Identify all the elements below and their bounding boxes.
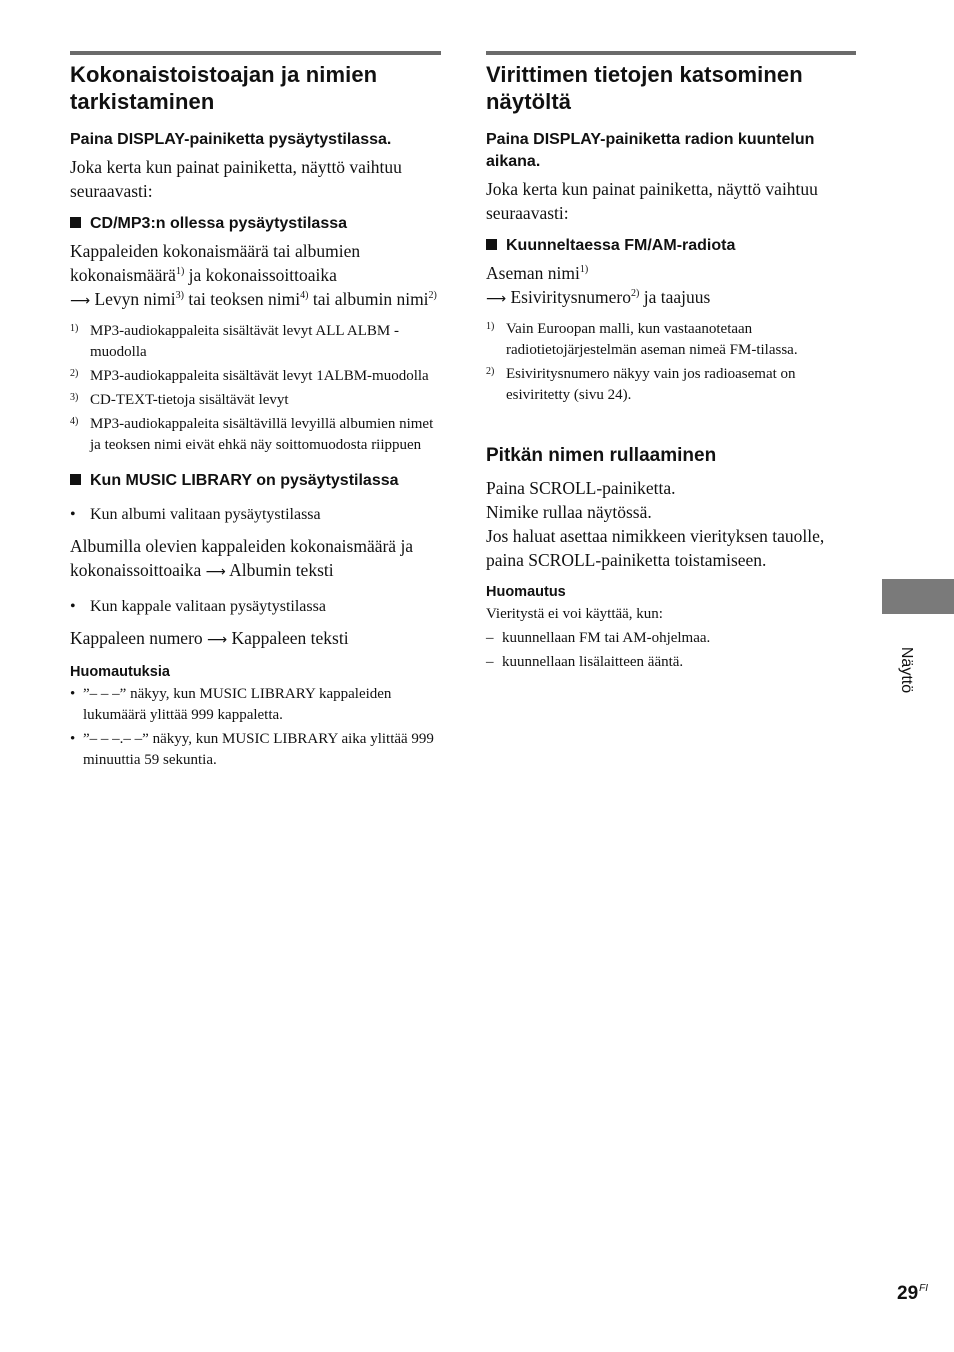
scroll-line: Paina SCROLL-painiketta. (486, 478, 676, 498)
seq-text: Levyn nimi (90, 289, 176, 309)
bullet-text: Kun albumi valitaan pysäytystilassa (90, 506, 321, 523)
footnote-ref: 4) (300, 290, 309, 301)
left-intro: Joka kerta kun painat painiketta, näyttö vaihtuu seuraavasti: (70, 157, 402, 201)
footnote-text: Esiviritysnumero näkyy vain jos radioasemat on esiviritetty (sivu 24). (506, 366, 796, 403)
square-bullet-icon (70, 474, 81, 485)
left-column (70, 51, 441, 774)
arrow-icon: ⟶ (486, 291, 507, 307)
footnote (70, 414, 441, 456)
seq-text: tai teoksen nimi (183, 289, 301, 309)
seq-text: Aseman nimi (486, 263, 580, 283)
seq-text: Kappaleiden kokonaismäärä tai albumien kokonaismäärä (70, 241, 361, 285)
chapter-tab-label: Näyttö (898, 646, 915, 694)
right-title: Virittimen tietojen katsominen näytöltä (486, 62, 803, 114)
right-intro: Joka kerta kun painat painiketta, näyttö vaihtuu seuraavasti: (486, 179, 818, 223)
section-rule (486, 51, 856, 55)
footnote-number: 2) (486, 366, 495, 377)
footnote (486, 319, 856, 361)
page-number (897, 1283, 928, 1305)
seq-text: Kappaleen teksti (227, 628, 349, 648)
footnote-text: MP3-audiokappaleita sisältävät levyt 1ALBM-muodolla (90, 368, 429, 384)
fm-am-heading-text: Kuunneltaessa FM/AM-radiota (506, 237, 736, 254)
seq-text: ja kokonaissoittoaika (184, 265, 337, 285)
section-rule (70, 51, 441, 55)
footnote-number: 1) (70, 323, 79, 334)
footnote-number: 1) (486, 321, 495, 332)
arrow-icon: ⟶ (205, 564, 226, 580)
seq-text: Albumilla olevien kappaleiden kokonaismäärä ja kokonaissoittoaika (70, 536, 414, 580)
left-title: Kokonaistoistoajan ja nimien tarkistaminen (70, 62, 378, 114)
arrow-icon: ⟶ (207, 632, 228, 648)
dash-icon: – (486, 630, 494, 646)
note-text: ”– – –” näkyy, kun MUSIC LIBRARY kappaleiden lukumäärä ylittää 999 kappaletta. (83, 686, 392, 723)
seq-text: Kappaleen numero (70, 628, 203, 648)
notes-heading: Huomautuksia (70, 664, 170, 680)
footnote-ref: 2) (631, 288, 640, 299)
bullet-icon: • (70, 731, 76, 747)
bullet-icon: • (70, 598, 76, 615)
note-item (70, 729, 441, 771)
footnote-number: 4) (70, 416, 79, 427)
scroll-line: Jos haluat asettaa nimikkeen vierityksen tauolle, paina SCROLL-painiketta toistamiseen. (486, 526, 825, 570)
seq-text: Albumin teksti (225, 560, 334, 580)
seq-text: tai albumin nimi (308, 289, 429, 309)
footnote-number: 3) (70, 392, 79, 403)
music-library-heading-text: Kun MUSIC LIBRARY on pysäytystilassa (90, 472, 399, 489)
footnote-ref: 1) (175, 266, 185, 277)
note-text: ”– – –.– –” näkyy, kun MUSIC LIBRARY aika ylittää 999 minuuttia 59 sekuntia. (83, 731, 434, 768)
square-bullet-icon (70, 217, 81, 228)
dash-icon: – (486, 654, 494, 670)
square-bullet-icon (486, 239, 497, 250)
page-number-value: 29 (897, 1283, 919, 1304)
bullet-text: Kun kappale valitaan pysäytystilassa (90, 598, 326, 615)
right-column (486, 51, 856, 676)
footnote-number: 2) (70, 368, 79, 379)
chapter-tab (882, 579, 954, 614)
cd-mp3-heading-text: CD/MP3:n ollessa pysäytystilassa (90, 215, 348, 232)
note-heading: Huomautus (486, 584, 566, 600)
footnote (70, 321, 441, 363)
footnote (486, 364, 856, 406)
arrow-icon: ⟶ (70, 293, 91, 309)
list-item (70, 504, 441, 526)
note-text: kuunnellaan FM tai AM-ohjelmaa. (502, 630, 711, 646)
cd-mp3-sequence (70, 239, 441, 313)
footnote-text: CD-TEXT-tietoja sisältävät levyt (90, 392, 289, 408)
radio-sequence (486, 261, 856, 311)
footnote-ref: 2) (428, 290, 437, 301)
footnote (70, 390, 441, 411)
note-text: kuunnellaan lisälaitteen ääntä. (502, 654, 684, 670)
seq-text: ja taajuus (639, 287, 711, 307)
footnote-text: MP3-audiokappaleita sisältävät levyt ALL ALBM -muodolla (90, 323, 399, 360)
fm-am-heading (486, 235, 856, 257)
bullet-icon: • (70, 686, 76, 702)
track-sequence (70, 626, 441, 652)
list-item (70, 596, 441, 618)
cd-mp3-heading (70, 213, 441, 235)
seq-text: Esiviritysnumero (506, 287, 631, 307)
footnote-text: MP3-audiokappaleita sisältävillä levyillä albumien nimet ja teoksen nimi eivät ehkä näy soittomuodosta riippuen (90, 416, 434, 453)
scroll-line: Nimike rullaa näytössä. (486, 502, 652, 522)
left-instruction: Paina DISPLAY-painiketta pysäytystilassa. (70, 131, 392, 148)
note-item (70, 684, 441, 726)
right-instruction: Paina DISPLAY-painiketta radion kuuntelun aikana. (486, 131, 815, 170)
footnote (70, 366, 441, 387)
footnote-text: Vain Euroopan malli, kun vastaanotetaan radiotietojärjestelmän aseman nimeä FM-tilassa. (506, 321, 798, 358)
music-library-heading (70, 470, 441, 492)
album-sequence (70, 534, 441, 584)
footnote-ref: 1) (579, 264, 589, 275)
note-item (486, 652, 856, 673)
note-intro: Vieritystä ei voi käyttää, kun: (486, 606, 663, 622)
scroll-heading: Pitkän nimen rullaaminen (486, 445, 717, 466)
note-item (486, 628, 856, 649)
page-language: FI (919, 1283, 929, 1294)
bullet-icon: • (70, 506, 76, 523)
footnote-ref: 3) (175, 290, 184, 301)
